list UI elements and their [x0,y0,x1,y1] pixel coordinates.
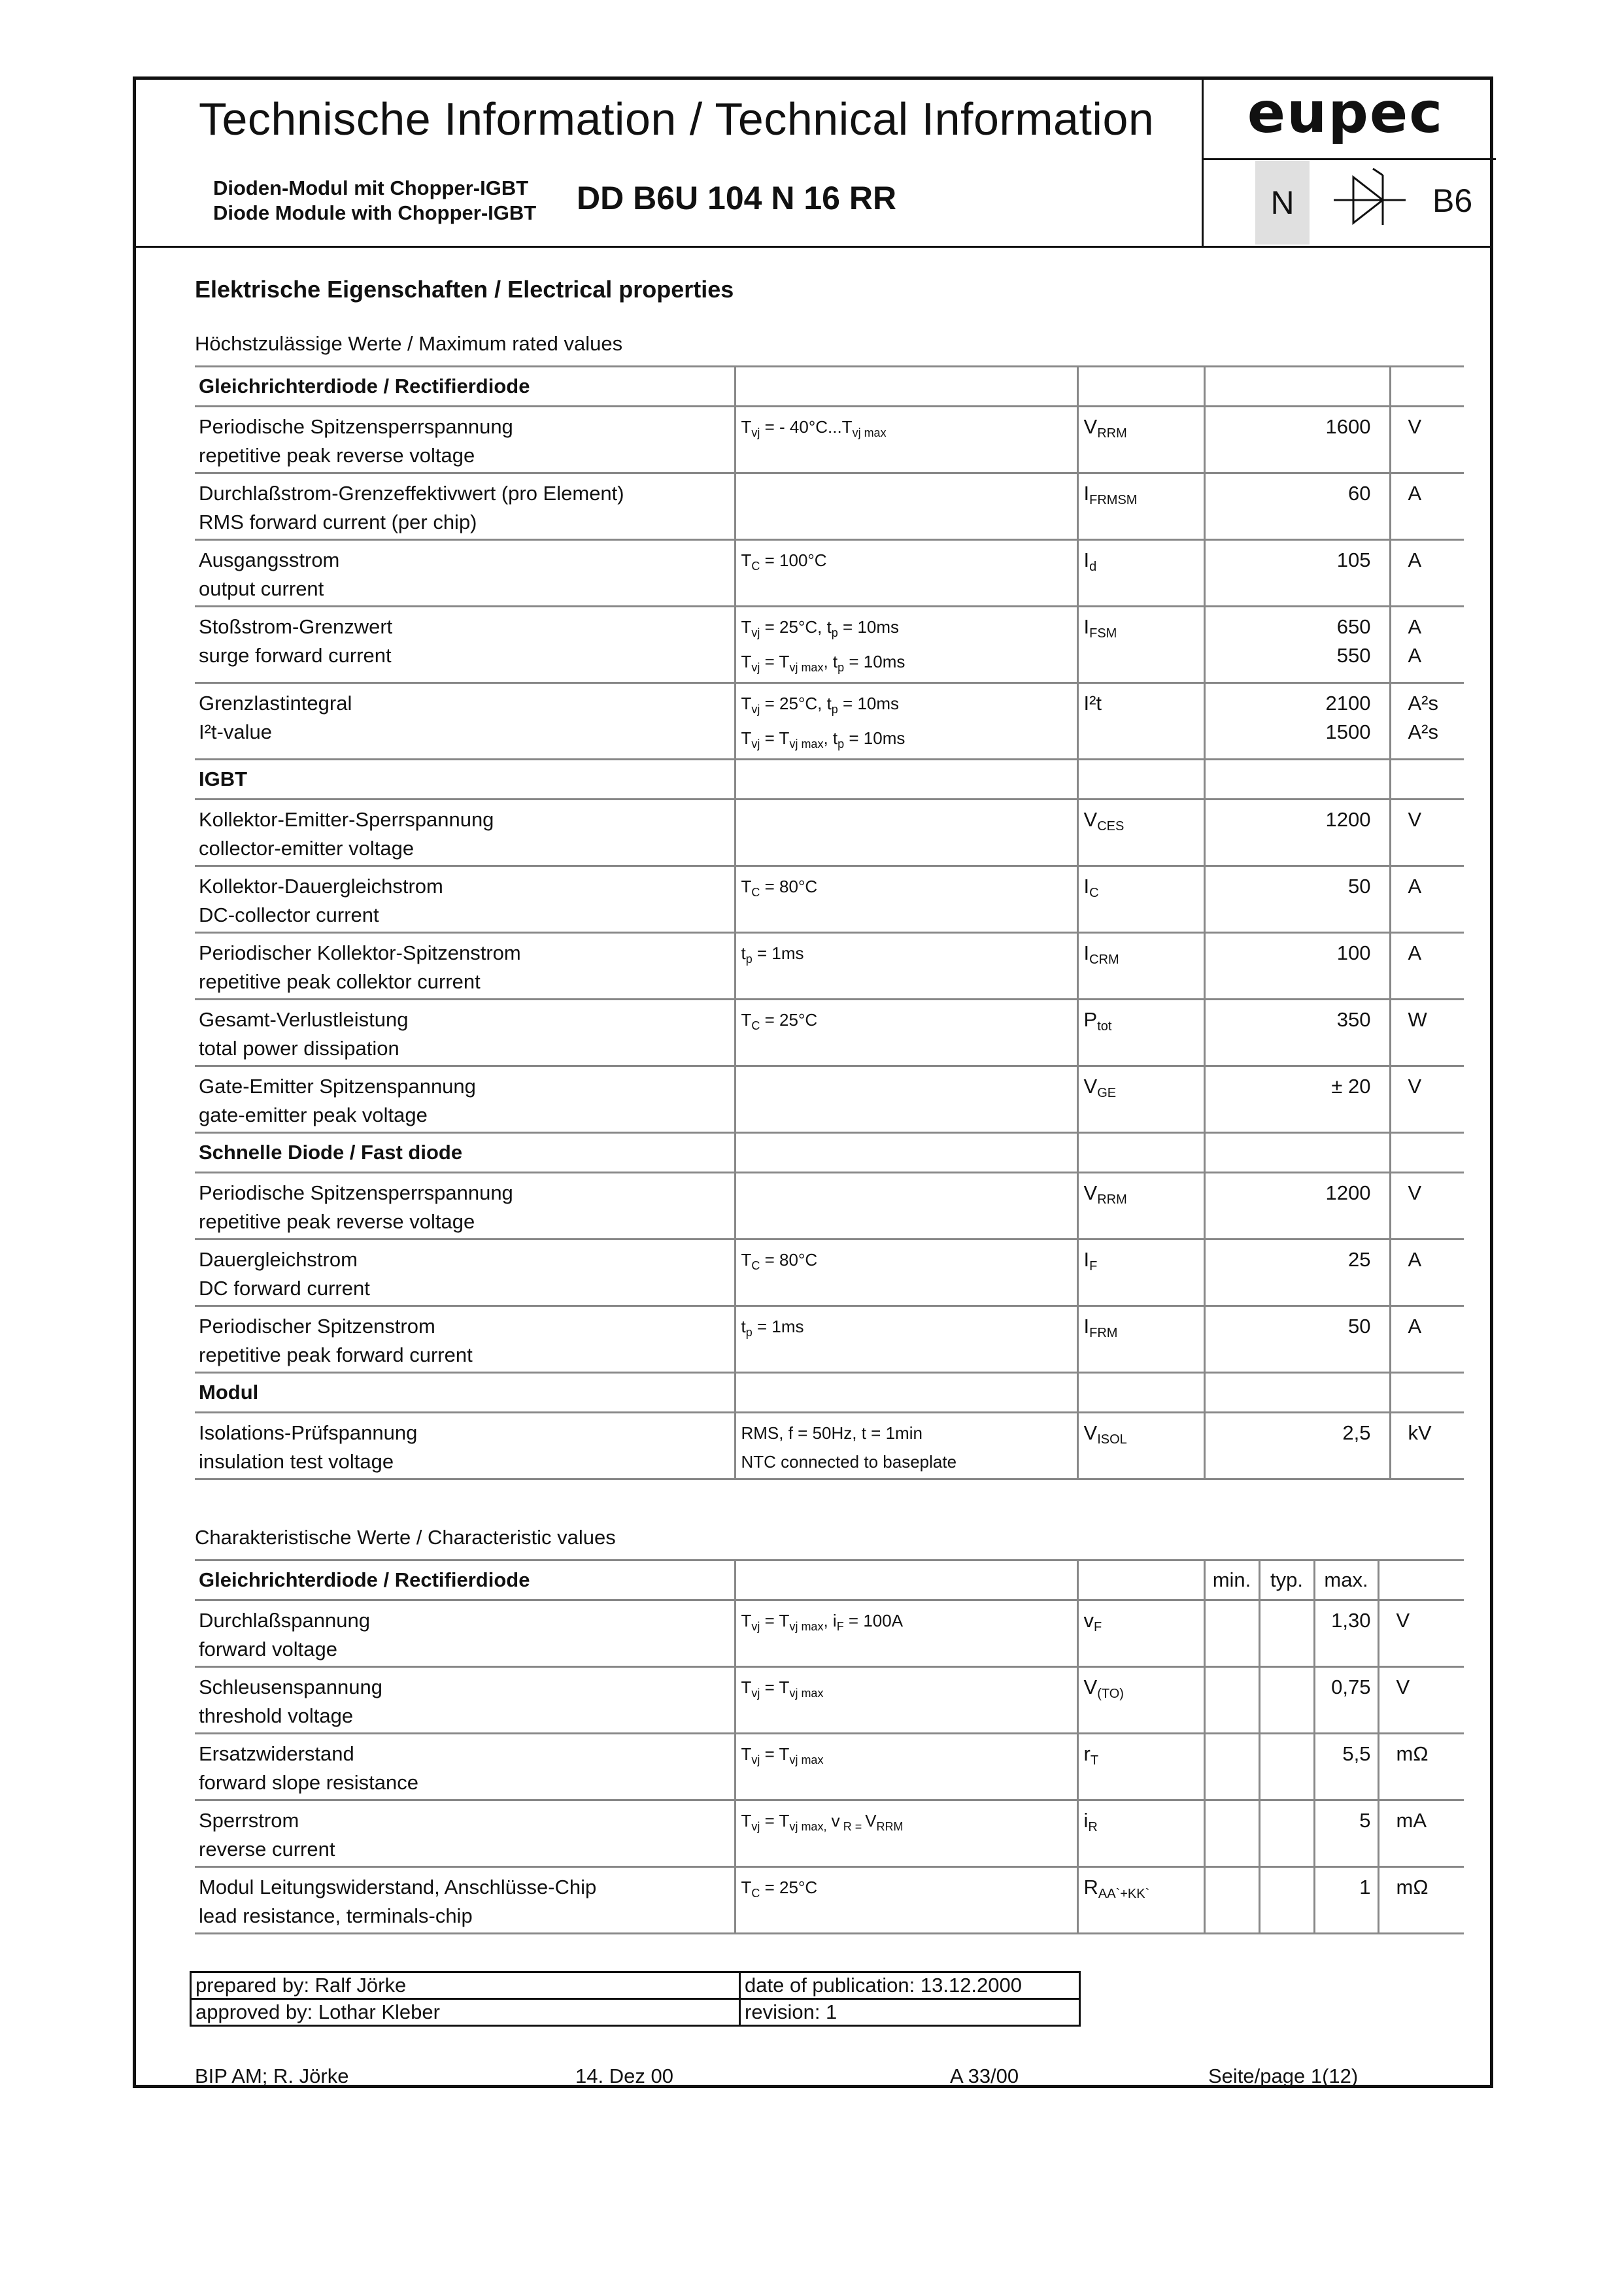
eupec-logo [1221,85,1470,150]
param-de: Isolations-Prüfspannung [199,1421,418,1444]
value: 650 550 [1204,607,1390,683]
unit: kV [1390,1413,1464,1479]
footer-doc-number: A 33/00 [950,2065,1019,2087]
condition: $T_{vj} = 25^\circ C$, $t_p = 10ms$ $T_{vj} = T_{vj max}$, $t_p = 10ms$ [735,683,1077,760]
param-de: Kollektor-Dauergleichstrom [199,875,443,898]
table-row [195,1413,1464,1479]
min-header: min. [1204,1560,1259,1600]
condition: $T_{vj} = 25^\circ C$, $t_p = 10ms$ $T_{vj} = T_{vj max}$, $t_p = 10ms$ [735,607,1077,683]
param-en: reverse current [199,1838,335,1861]
unit: V [1378,1600,1464,1667]
param-de: Dauergleichstrom [199,1248,358,1271]
param-de: Durchlaßspannung [199,1609,370,1632]
param-en: total power dissipation [199,1037,399,1060]
table-row [195,800,1464,866]
condition: $t_p = 1ms$ [735,933,1077,1000]
table-row [195,407,1464,473]
header-divider-right [1202,158,1496,160]
param-en: threshold voltage [199,1704,354,1727]
symbol: $V_{ISOL}$ [1077,1413,1204,1479]
param-de: Gate-Emitter Spitzenspannung [199,1075,476,1098]
table-row [195,1000,1464,1066]
table-row [195,1600,1464,1667]
value: 1600 [1204,407,1390,473]
param-de: Ersatzwiderstand [199,1742,354,1765]
param-de: Periodischer Spitzenstrom [199,1315,435,1338]
param-en: insulation test voltage [199,1450,394,1473]
symbol: $V_{CES}$ [1077,800,1204,866]
param-de: Periodische Spitzensperrspannung [199,415,513,438]
value: 25 [1204,1240,1390,1306]
condition: $T_{vj} = T_{vj max}$ [735,1667,1077,1734]
param-de: Ausgangsstrom [199,548,340,571]
param-de: Periodische Spitzensperrspannung [199,1181,513,1204]
param-en: RMS forward current (per chip) [199,511,477,533]
param-de: Kollektor-Emitter-Sperrspannung [199,808,494,831]
prepared-by: prepared by: Ralf Jörke [191,1972,740,1999]
table-row [195,1173,1464,1240]
table-row [195,1734,1464,1800]
condition [735,800,1077,866]
condition: RMS, f = 50Hz, t = 1min NTC connected to baseplate [735,1413,1077,1479]
condition: $t_p = 1ms$ [735,1306,1077,1373]
unit: A [1390,933,1464,1000]
table-row [195,473,1464,540]
footer-date: 14. Dez 00 [575,2065,673,2087]
table-row [195,1240,1464,1306]
diode-symbol-icon [1334,167,1406,233]
group-header-rectifier-char [195,1560,1464,1600]
revision: revision: 1 [740,1999,1080,2026]
symbol: $I_d$ [1077,540,1204,607]
unit: A [1390,1306,1464,1373]
section-title: Elektrische Eigenschaften / Electrical properties [195,276,734,303]
param-en: repetitive peak collektor current [199,970,481,993]
symbol: $I_{FRMSM}$ [1077,473,1204,540]
unit: A [1390,866,1464,933]
group-label: Gleichrichterdiode / Rectifierdiode [195,1560,735,1600]
table-row [195,1867,1464,1934]
param-en: gate-emitter peak voltage [199,1104,428,1126]
unit: V [1390,1066,1464,1133]
group-header-fast-diode [195,1133,1464,1173]
value: 50 [1204,1306,1390,1373]
value: 60 [1204,473,1390,540]
condition: $T_{vj} = T_{vj max}$ [735,1734,1077,1800]
unit: V [1390,800,1464,866]
condition: $T_C = 25^\circ C$ [735,1867,1077,1934]
max-value: 5,5 [1314,1734,1378,1800]
value: 1200 [1204,800,1390,866]
param-en: surge forward current [199,644,392,667]
param-en: DC-collector current [199,903,379,926]
characteristic-table [195,1559,1464,1934]
header-divider [1202,80,1204,246]
param-en: output current [199,577,324,600]
symbol: $r_T$ [1077,1734,1204,1800]
circuit-code: B6 [1432,182,1473,219]
table-row [195,683,1464,760]
symbol: $V_{RRM}$ [1077,1173,1204,1240]
publication-date: date of publication: 13.12.2000 [740,1972,1080,1999]
max-value: 1 [1314,1867,1378,1934]
value: ± 20 [1204,1066,1390,1133]
param-en: collector-emitter voltage [199,837,414,860]
type-code: DD B6U 104 N 16 RR [577,180,897,216]
symbol: $P_{tot}$ [1077,1000,1204,1066]
typ-header: typ. [1259,1560,1314,1600]
condition: $T_{vj}$ = - $40^\circ C...T_{vj max}$ [735,407,1077,473]
group-header-igbt [195,760,1464,800]
value: 50 [1204,866,1390,933]
param-de: Periodischer Kollektor-Spitzenstrom [199,941,521,964]
condition: $T_C = 80^\circ C$ [735,866,1077,933]
max-value: 1,30 [1314,1600,1378,1667]
group-header-rectifier [195,367,1464,407]
condition [735,473,1077,540]
symbol: $V_{RRM}$ [1077,407,1204,473]
table-row [195,1800,1464,1867]
condition: $T_{vj} = T_{vj max,}$ v $_{R =}$ $V_{RRM}$ [735,1800,1077,1867]
param-en: forward voltage [199,1638,337,1661]
unit: V [1378,1667,1464,1734]
param-de: Stoßstrom-Grenzwert [199,615,393,638]
datasheet-frame [133,76,1493,2088]
max-value: 5 [1314,1800,1378,1867]
symbol: $I_F$ [1077,1240,1204,1306]
footer-author: BIP AM; R. Jörke [195,2065,349,2087]
table-row [195,540,1464,607]
max-rated-table [195,365,1464,1480]
condition: $T_C = 25^\circ C$ [735,1000,1077,1066]
max-header: max. [1314,1560,1378,1600]
circuit-letter: N [1255,161,1310,245]
table-row [195,607,1464,683]
table-row [195,866,1464,933]
unit: A A [1390,607,1464,683]
value: 350 [1204,1000,1390,1066]
group-label: Modul [195,1373,735,1413]
value: 100 [1204,933,1390,1000]
param-de: Grenzlastintegral [199,692,352,715]
group-label: Gleichrichterdiode / Rectifierdiode [195,367,735,407]
symbol: $I_C$ [1077,866,1204,933]
value: 1200 [1204,1173,1390,1240]
param-de: Sperrstrom [199,1809,299,1832]
param-en: DC forward current [199,1277,370,1300]
max-rated-caption: Höchstzulässige Werte / Maximum rated values [195,332,623,355]
param-de: Durchlaßstrom-Grenzeffektivwert (pro Element) [199,482,624,505]
symbol: $V_{(TO)}$ [1077,1667,1204,1734]
table-row [195,1667,1464,1734]
condition [735,1173,1077,1240]
condition: $T_C = 80^\circ C$ [735,1240,1077,1306]
symbol: $R_{AA`+KK`}$ [1077,1867,1204,1934]
unit: A [1390,1240,1464,1306]
group-header-modul [195,1373,1464,1413]
header-bottom-rule [136,246,1490,248]
subtitle-de: Dioden-Modul mit Chopper-IGBT [213,177,529,199]
unit: mΩ [1378,1867,1464,1934]
param-en: repetitive peak reverse voltage [199,444,475,467]
unit: A [1390,473,1464,540]
max-value: 0,75 [1314,1667,1378,1734]
subtitle-en: Diode Module with Chopper-IGBT [213,201,537,224]
symbol: I²t [1077,683,1204,760]
param-de: Modul Leitungswiderstand, Anschlüsse-Chip [199,1876,597,1898]
symbol: $I_{CRM}$ [1077,933,1204,1000]
table-row [195,1066,1464,1133]
table-row [195,933,1464,1000]
param-en: lead resistance, terminals-chip [199,1904,473,1927]
value: 105 [1204,540,1390,607]
unit: mA [1378,1800,1464,1867]
param-de: Schleusenspannung [199,1676,382,1698]
condition: $T_{vj} = T_{vj max}$, $i_F = 100A$ [735,1600,1077,1667]
value: 2100 1500 [1204,683,1390,760]
symbol: $i_R$ [1077,1800,1204,1867]
logo-text: eupec [1247,85,1444,146]
symbol: $I_{FRM}$ [1077,1306,1204,1373]
symbol: $I_{FSM}$ [1077,607,1204,683]
group-label: IGBT [195,760,735,800]
approved-by: approved by: Lothar Kleber [191,1999,740,2026]
group-label: Schnelle Diode / Fast diode [195,1133,735,1173]
approval-table [190,1971,1081,2027]
param-en: forward slope resistance [199,1771,418,1794]
unit: mΩ [1378,1734,1464,1800]
symbol: $V_{GE}$ [1077,1066,1204,1133]
param-de: Gesamt-Verlustleistung [199,1008,409,1031]
param-en: I²t-value [199,720,272,743]
value: 2,5 [1204,1413,1390,1479]
unit: A [1390,540,1464,607]
characteristic-caption: Charakteristische Werte / Characteristic values [195,1526,616,1549]
symbol: $v_F$ [1077,1600,1204,1667]
unit: W [1390,1000,1464,1066]
param-en: repetitive peak forward current [199,1343,473,1366]
condition: $T_C = 100^\circ C$ [735,540,1077,607]
unit: V [1390,1173,1464,1240]
footer-page: Seite/page 1(12) [1208,2065,1359,2087]
table-row [195,1306,1464,1373]
param-en: repetitive peak reverse voltage [199,1210,475,1233]
page-title: Technische Information / Technical Information [199,93,1155,144]
unit: V [1390,407,1464,473]
unit: A²s A²s [1390,683,1464,760]
condition [735,1066,1077,1133]
